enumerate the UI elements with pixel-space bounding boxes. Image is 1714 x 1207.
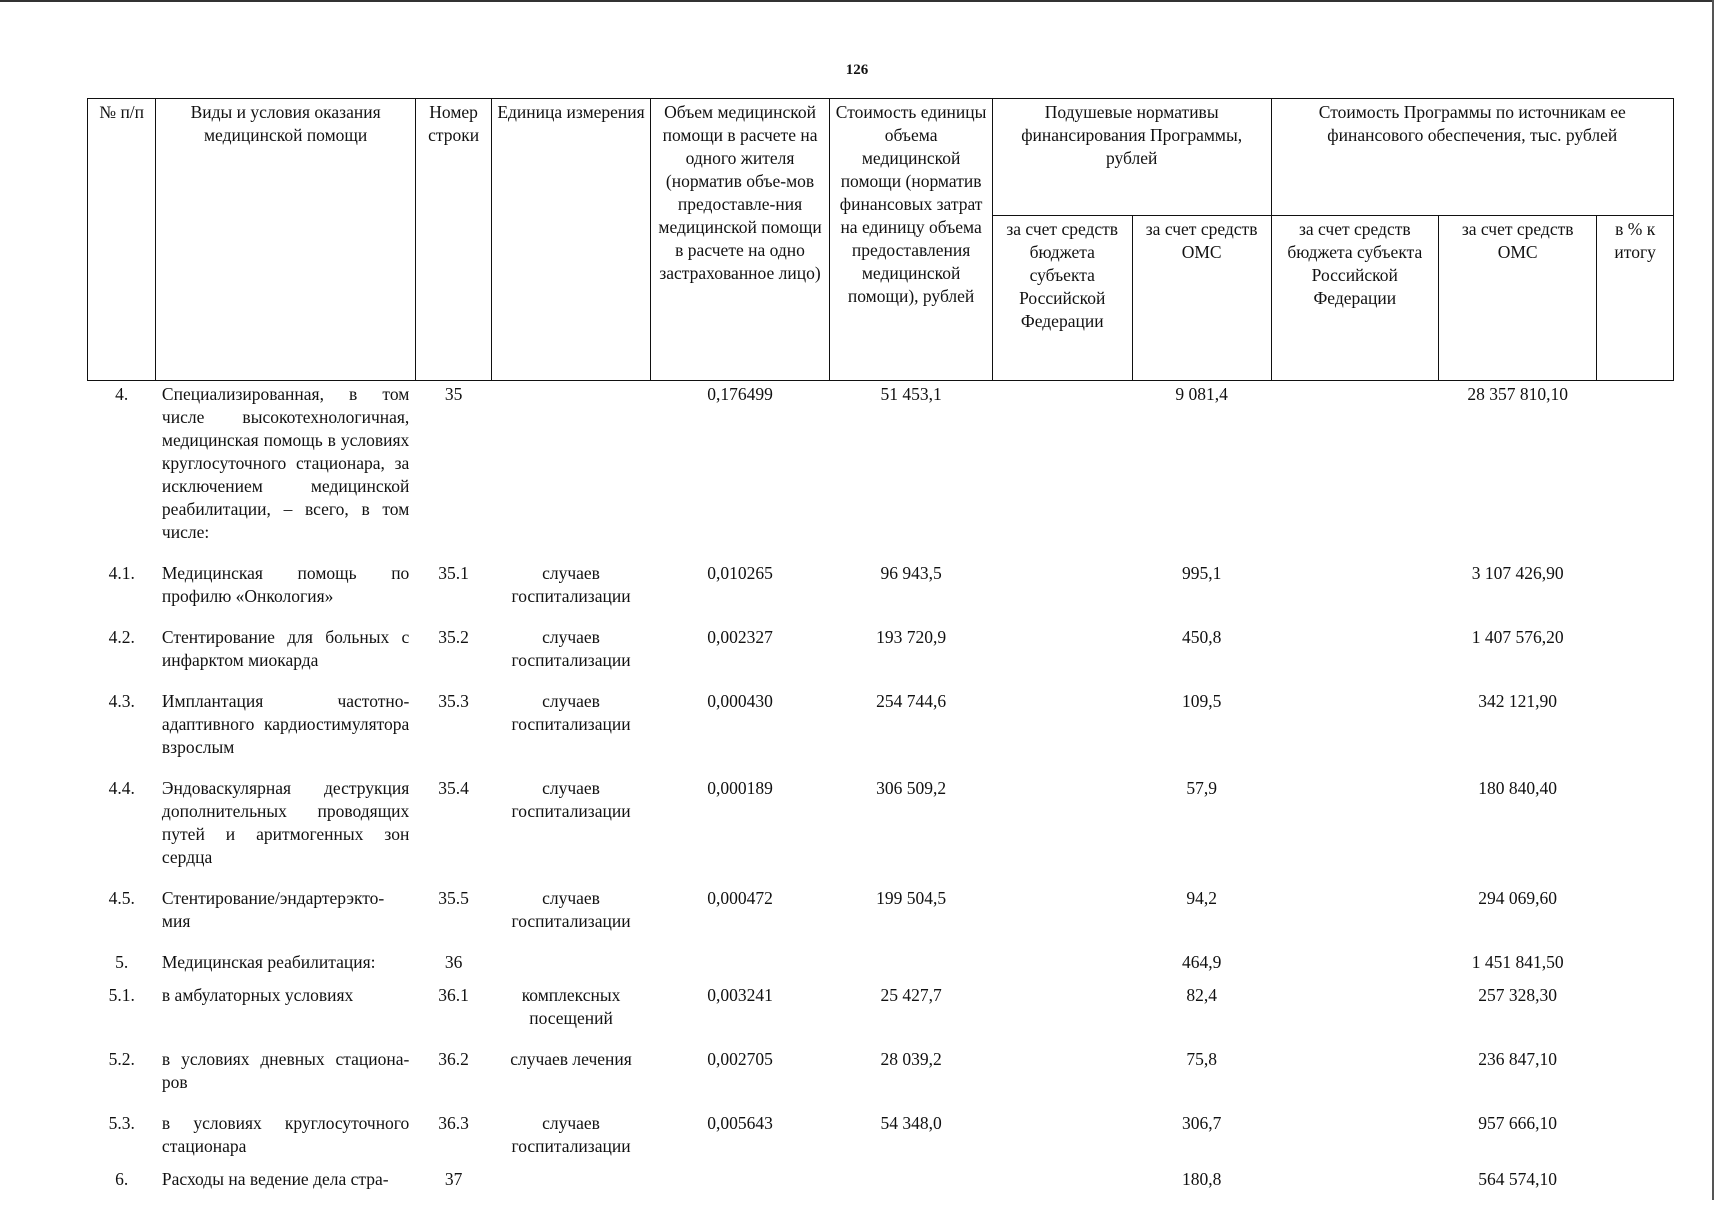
row-line: 35.3: [415, 688, 492, 775]
row-volume: 0,000189: [650, 775, 830, 885]
row-per-capita-oms: 109,5: [1132, 688, 1271, 775]
row-program-percent: [1597, 381, 1674, 561]
row-program-budget: [1271, 624, 1438, 688]
row-per-capita-budget: [992, 775, 1132, 885]
row-program-oms: 257 328,30: [1439, 982, 1597, 1046]
row-cost: 306 509,2: [830, 775, 992, 885]
row-per-capita-oms: 995,1: [1132, 560, 1271, 624]
row-name: Медицинская реабилитация:: [156, 949, 415, 982]
row-per-capita-budget: [992, 949, 1132, 982]
row-program-oms: 342 121,90: [1439, 688, 1597, 775]
row-program-percent: [1597, 885, 1674, 949]
row-num: 4.: [88, 381, 156, 561]
row-unit: случаев госпитализации: [492, 1110, 650, 1166]
row-num: 5.: [88, 949, 156, 982]
table-row: [88, 949, 1674, 982]
row-name: в амбулаторных условиях: [156, 982, 415, 1046]
header-program-cost: Стоимость Программы по источникам ее финансового обеспечения, тыс. рублей: [1271, 99, 1673, 216]
row-name: Специализированная, в том числе высокотехнологичная, медицинская помощь в условиях круглосуточного стационара, за исключением медицинской реабилитации, – всего, в том числе:: [156, 381, 415, 561]
row-program-oms: 294 069,60: [1439, 885, 1597, 949]
row-name: Расходы на ведение дела стра-: [156, 1166, 415, 1207]
scan-border-top: [0, 0, 1714, 2]
row-per-capita-budget: [992, 982, 1132, 1046]
row-per-capita-oms: 75,8: [1132, 1046, 1271, 1110]
row-unit: случаев лечения: [492, 1046, 650, 1110]
row-program-percent: [1597, 560, 1674, 624]
header-type: Виды и условия оказания медицинской помощи: [156, 99, 415, 381]
row-per-capita-oms: 464,9: [1132, 949, 1271, 982]
row-per-capita-budget: [992, 560, 1132, 624]
row-program-oms: 180 840,40: [1439, 775, 1597, 885]
row-cost: 25 427,7: [830, 982, 992, 1046]
row-per-capita-oms: 9 081,4: [1132, 381, 1271, 561]
row-volume: [650, 1166, 830, 1207]
row-line: 35.1: [415, 560, 492, 624]
row-unit: комплексных посещений: [492, 982, 650, 1046]
row-per-capita-budget: [992, 624, 1132, 688]
row-num: 4.1.: [88, 560, 156, 624]
row-num: 5.3.: [88, 1110, 156, 1166]
row-cost: 28 039,2: [830, 1046, 992, 1110]
row-volume: 0,005643: [650, 1110, 830, 1166]
header-per-capita-budget: за счет средств бюджета субъекта Российской Федерации: [992, 216, 1132, 381]
row-num: 6.: [88, 1166, 156, 1207]
header-program-percent: в % к итогу: [1597, 216, 1674, 381]
row-name: в условиях круглосуточного стационара: [156, 1110, 415, 1166]
table-row: [88, 885, 1674, 949]
row-program-budget: [1271, 885, 1438, 949]
row-line: 36.3: [415, 1110, 492, 1166]
row-program-percent: [1597, 1110, 1674, 1166]
header-per-capita: Подушевые нормативы финансирования Программы, рублей: [992, 99, 1271, 216]
row-cost: 254 744,6: [830, 688, 992, 775]
row-unit: случаев госпитализации: [492, 775, 650, 885]
row-line: 35.5: [415, 885, 492, 949]
row-per-capita-oms: 57,9: [1132, 775, 1271, 885]
row-volume: 0,176499: [650, 381, 830, 561]
header-unit: Единица измерения: [492, 99, 650, 381]
row-per-capita-budget: [992, 381, 1132, 561]
program-cost-table: [87, 98, 1674, 1207]
row-unit: случаев госпитализации: [492, 560, 650, 624]
table-row: [88, 560, 1674, 624]
header-volume: Объем медицинской помощи в расчете на одного жителя (норматив объе-мов предоставле-ния медицинской помощи в расчете на одно застрахованное лицо): [650, 99, 830, 381]
row-unit: случаев госпитализации: [492, 624, 650, 688]
row-program-budget: [1271, 982, 1438, 1046]
row-volume: 0,000430: [650, 688, 830, 775]
row-program-percent: [1597, 1046, 1674, 1110]
row-line: 36.1: [415, 982, 492, 1046]
table-row: [88, 624, 1674, 688]
table-row: [88, 982, 1674, 1046]
row-volume: 0,003241: [650, 982, 830, 1046]
row-per-capita-oms: 180,8: [1132, 1166, 1271, 1207]
row-line: 35: [415, 381, 492, 561]
row-num: 4.3.: [88, 688, 156, 775]
row-program-budget: [1271, 949, 1438, 982]
row-cost: 96 943,5: [830, 560, 992, 624]
row-per-capita-oms: 82,4: [1132, 982, 1271, 1046]
row-program-oms: 1 451 841,50: [1439, 949, 1597, 982]
row-per-capita-budget: [992, 688, 1132, 775]
header-per-capita-oms: за счет средств ОМС: [1132, 216, 1271, 381]
row-per-capita-budget: [992, 1166, 1132, 1207]
table-header: [88, 99, 1674, 381]
row-program-oms: 957 666,10: [1439, 1110, 1597, 1166]
row-name: Имплантация частотно-адаптивного кардиостимулятора взрослым: [156, 688, 415, 775]
header-num: № п/п: [88, 99, 156, 381]
row-per-capita-budget: [992, 885, 1132, 949]
row-program-percent: [1597, 1166, 1674, 1207]
row-cost: [830, 1166, 992, 1207]
row-program-budget: [1271, 775, 1438, 885]
row-program-budget: [1271, 1166, 1438, 1207]
row-program-percent: [1597, 949, 1674, 982]
header-line: Номер строки: [415, 99, 492, 381]
table-row: [88, 688, 1674, 775]
row-per-capita-oms: 306,7: [1132, 1110, 1271, 1166]
row-line: 35.2: [415, 624, 492, 688]
row-cost: 54 348,0: [830, 1110, 992, 1166]
row-program-oms: 1 407 576,20: [1439, 624, 1597, 688]
row-program-budget: [1271, 381, 1438, 561]
row-volume: [650, 949, 830, 982]
row-unit: [492, 949, 650, 982]
row-program-percent: [1597, 775, 1674, 885]
row-program-oms: 28 357 810,10: [1439, 381, 1597, 561]
row-unit: [492, 381, 650, 561]
page-number: 126: [0, 62, 1714, 79]
row-cost: [830, 949, 992, 982]
row-program-percent: [1597, 624, 1674, 688]
row-program-percent: [1597, 982, 1674, 1046]
row-cost: 51 453,1: [830, 381, 992, 561]
row-unit: случаев госпитализации: [492, 688, 650, 775]
row-num: 5.2.: [88, 1046, 156, 1110]
row-per-capita-budget: [992, 1046, 1132, 1110]
row-name: Стентирование/эндартерэкто-мия: [156, 885, 415, 949]
table-body: [88, 381, 1674, 1207]
row-volume: 0,002327: [650, 624, 830, 688]
row-per-capita-budget: [992, 1110, 1132, 1166]
row-unit: случаев госпитализации: [492, 885, 650, 949]
row-program-oms: 3 107 426,90: [1439, 560, 1597, 624]
row-line: 37: [415, 1166, 492, 1207]
header-program-oms: за счет средств ОМС: [1439, 216, 1597, 381]
row-program-budget: [1271, 688, 1438, 775]
row-unit: [492, 1166, 650, 1207]
row-volume: 0,010265: [650, 560, 830, 624]
row-volume: 0,002705: [650, 1046, 830, 1110]
table-row: [88, 1046, 1674, 1110]
row-program-oms: 564 574,10: [1439, 1166, 1597, 1207]
row-line: 36.2: [415, 1046, 492, 1110]
table-row: [88, 1110, 1674, 1166]
table-row: [88, 1166, 1674, 1207]
row-num: 4.4.: [88, 775, 156, 885]
header-program-budget: за счет средств бюджета субъекта Российской Федерации: [1271, 216, 1438, 381]
row-name: в условиях дневных стациона-ров: [156, 1046, 415, 1110]
row-program-budget: [1271, 1046, 1438, 1110]
row-num: 5.1.: [88, 982, 156, 1046]
row-name: Эндоваскулярная деструкция дополнительных проводящих путей и аритмогенных зон сердца: [156, 775, 415, 885]
row-program-percent: [1597, 688, 1674, 775]
table-row: [88, 775, 1674, 885]
row-per-capita-oms: 94,2: [1132, 885, 1271, 949]
row-volume: 0,000472: [650, 885, 830, 949]
row-cost: 193 720,9: [830, 624, 992, 688]
row-name: Стентирование для больных с инфарктом миокарда: [156, 624, 415, 688]
row-name: Медицинская помощь по профилю «Онкология»: [156, 560, 415, 624]
row-line: 36: [415, 949, 492, 982]
row-program-budget: [1271, 1110, 1438, 1166]
table-row: [88, 381, 1674, 561]
row-cost: 199 504,5: [830, 885, 992, 949]
row-line: 35.4: [415, 775, 492, 885]
row-program-oms: 236 847,10: [1439, 1046, 1597, 1110]
header-cost: Стоимость единицы объема медицинской помощи (норматив финансовых затрат на единицу объема предоставления медицинской помощи), рублей: [830, 99, 992, 381]
row-program-budget: [1271, 560, 1438, 624]
row-num: 4.5.: [88, 885, 156, 949]
row-num: 4.2.: [88, 624, 156, 688]
row-per-capita-oms: 450,8: [1132, 624, 1271, 688]
